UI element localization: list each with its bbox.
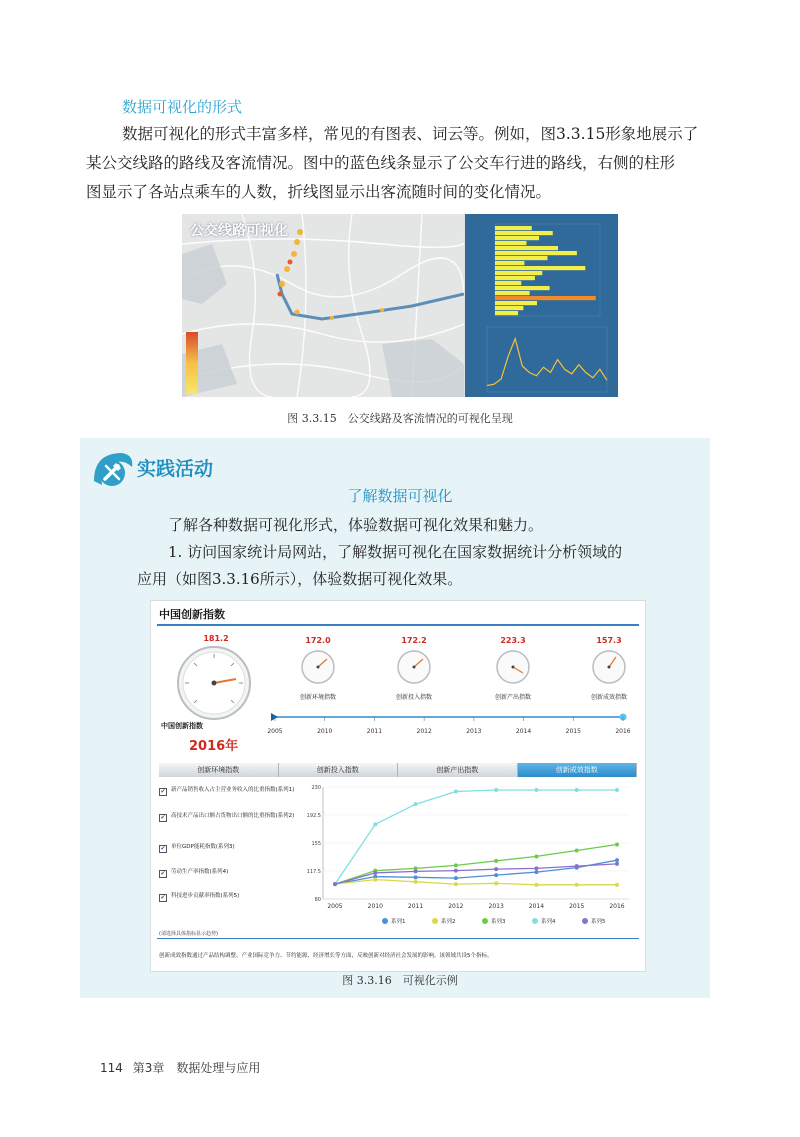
line-chart-frame (487, 327, 607, 392)
hint-divider (157, 938, 639, 939)
series-point (454, 789, 458, 793)
ridership-panel (465, 214, 618, 397)
series-option-label: 单位GDP能耗指数(系列3) (171, 844, 235, 850)
output-gauge (495, 649, 531, 685)
timeline-year-label: 2010 (317, 728, 333, 735)
y-tick-label: 80 (314, 897, 321, 903)
activity-intro: 了解各种数据可视化形式，体验数据可视化效果和魅力。 (168, 516, 544, 534)
main-gauge-label: 中国创新指数 (161, 722, 203, 730)
checkbox-checked-icon[interactable]: ✔ (160, 870, 166, 877)
legend-marker (482, 918, 488, 924)
effect-gauge (591, 649, 627, 685)
station-bar (495, 226, 532, 230)
tab-output[interactable]: 创新产出指数 (398, 763, 518, 777)
year-timeline-slider[interactable] (261, 711, 631, 747)
series-point (534, 870, 538, 874)
map-title: 公交线路可视化 (190, 223, 288, 239)
gauge-value-output: 223.3 (500, 636, 526, 645)
series-point (373, 822, 377, 826)
station-bar (495, 261, 524, 265)
legend-marker (582, 918, 588, 924)
selection-hint: (请选择具体指标显示趋势) (159, 931, 218, 937)
legend-label: 系列2 (441, 919, 456, 925)
innovation-effect-line-chart (301, 781, 641, 931)
series-line (335, 845, 617, 885)
ridership-charts (465, 214, 618, 397)
x-tick-label: 2012 (448, 903, 464, 910)
series-point (333, 882, 337, 886)
legend-marker (432, 918, 438, 924)
checkbox-checked-icon[interactable]: ✔ (160, 788, 166, 795)
station-bar (495, 236, 539, 240)
timeline-year-label: 2005 (267, 728, 283, 735)
activity-item-1-line-2: 应用（如图3.3.16所示），体验数据可视化效果。 (137, 570, 463, 588)
main-gauge (176, 645, 252, 721)
activity-item-1-line-1: 1. 访问国家统计局网站，了解数据可视化在国家数据统计分析领域的 (168, 543, 623, 561)
innovation-index-title: 中国创新指数 (159, 608, 225, 621)
gauge-label-environment: 创新环境指数 (299, 694, 336, 701)
series-line (335, 864, 617, 884)
tab-effect[interactable]: 创新成效指数 (518, 763, 638, 777)
x-tick-label: 2014 (528, 903, 545, 910)
activity-title: 实践活动 (137, 458, 214, 480)
activity-subtitle: 了解数据可视化 (347, 487, 453, 505)
y-tick-label: 230 (311, 785, 321, 791)
paragraph-line-3: 图显示了各站点乘车的人数，折线图显示出客流随时间的变化情况。 (86, 183, 552, 201)
checkbox-checked-icon[interactable]: ✔ (160, 894, 166, 901)
series-line (335, 880, 617, 885)
gauge-value-input: 172.2 (401, 636, 427, 645)
series-option-label: 新产品销售收入占主营业务收入的比重指数(系列1) (171, 787, 295, 793)
play-icon (271, 713, 278, 721)
series-point (615, 858, 619, 862)
input-gauge (396, 649, 432, 685)
station-bar (495, 276, 535, 280)
station-bar (495, 241, 527, 245)
figure-2-footnote: 创新成效指数通过产品结构调整、产业国际竞争力、节约能源、经济增长等方面，反映创新对经济社会发展的影响。该领域共设5个指标。 (159, 953, 493, 959)
paragraph-line-1: 数据可视化的形式丰富多样，常见的有图表、词云等。例如，图3.3.15形象地展示了 (122, 125, 699, 143)
series-point (494, 867, 498, 871)
station-bar (495, 256, 548, 260)
station-bar (495, 281, 521, 285)
station-bar (495, 306, 523, 310)
station-bar (495, 246, 558, 250)
gauge-label-output: 创新产出指数 (494, 694, 531, 701)
y-tick-label: 117.5 (306, 869, 321, 875)
series-point (575, 864, 579, 868)
series-point (494, 873, 498, 877)
series-point (534, 854, 538, 858)
y-tick-label: 192.5 (306, 813, 321, 819)
x-tick-label: 2011 (407, 903, 424, 910)
series-point (373, 878, 377, 882)
figure-1-caption: 图 3.3.15 公交线路及客流情况的可视化呈现 (287, 412, 513, 425)
series-point (615, 788, 619, 792)
legend-marker (382, 918, 388, 924)
page-footer (100, 1059, 260, 1076)
series-point (494, 788, 498, 792)
series-point (414, 880, 418, 884)
series-point (615, 883, 619, 887)
chapter-title: 第3章 数据处理与应用 (132, 1061, 261, 1075)
series-option-label: 科技进步贡献率指数(系列5) (171, 893, 240, 899)
series-point (454, 869, 458, 873)
series-point (615, 842, 619, 846)
legend-label: 系列1 (391, 919, 406, 925)
series-point (575, 788, 579, 792)
gauge-value-environment: 172.0 (305, 636, 331, 645)
paragraph-line-2: 某公交线路的路线及客流情况。图中的蓝色线条显示了公交车行进的路线，右侧的柱形 (86, 154, 676, 172)
series-point (494, 859, 498, 863)
checkbox-checked-icon[interactable]: ✔ (160, 814, 166, 821)
series-point (373, 871, 377, 875)
series-option-label: 高技术产品出口额占货物出口额的比重指数(系列2) (171, 813, 295, 819)
checkbox-checked-icon[interactable]: ✔ (160, 845, 166, 852)
series-point (414, 869, 418, 873)
color-legend (186, 332, 198, 394)
series-point (534, 883, 538, 887)
x-tick-label: 2016 (609, 903, 625, 910)
series-point (454, 882, 458, 886)
series-point (454, 876, 458, 880)
selected-year: 2016年 (189, 739, 239, 754)
timeline-year-label: 2014 (515, 728, 532, 735)
station-bar (495, 231, 553, 235)
title-divider (157, 624, 639, 626)
timeline-year-label: 2015 (565, 728, 581, 735)
flow-line (487, 339, 607, 386)
intro-paragraph (86, 120, 722, 207)
gauge-value-main: 181.2 (203, 634, 229, 643)
series-point (454, 863, 458, 867)
legend-label: 系列3 (491, 919, 506, 925)
route-map-drawing (182, 214, 464, 397)
section-title: 数据可视化的形式 (122, 98, 243, 116)
station-bar (495, 291, 530, 295)
tab-input[interactable]: 创新投入指数 (279, 763, 399, 777)
gauge-label-effect: 创新成效指数 (590, 694, 627, 701)
figure-2-caption: 图 3.3.16 可视化示例 (342, 974, 458, 987)
series-point (414, 875, 418, 879)
station-bar (495, 266, 585, 270)
station-bar (495, 311, 518, 315)
timeline-year-label: 2012 (416, 728, 432, 735)
gauge-value-effect: 157.3 (596, 636, 622, 645)
timeline-year-label: 2013 (466, 728, 482, 735)
legend-marker (532, 918, 538, 924)
bus-route-figure (182, 214, 618, 397)
series-point (534, 788, 538, 792)
innovation-index-figure (150, 600, 646, 972)
legend-label: 系列4 (541, 919, 556, 925)
station-bar (495, 286, 550, 290)
page-number: 114 (100, 1061, 123, 1075)
x-tick-label: 2013 (488, 903, 504, 910)
x-tick-label: 2015 (569, 903, 585, 910)
environment-gauge (300, 649, 336, 685)
station-bar (495, 271, 542, 275)
x-tick-label: 2010 (367, 903, 383, 910)
series-point (575, 848, 579, 852)
tab-environment[interactable]: 创新环境指数 (159, 763, 279, 777)
series-point (575, 883, 579, 887)
timeline-year-label: 2016 (615, 728, 631, 735)
route-map (182, 214, 464, 397)
x-tick-label: 2005 (327, 903, 343, 910)
station-bar (495, 296, 596, 300)
timeline-year-label: 2011 (366, 728, 383, 735)
series-point (494, 881, 498, 885)
series-point (534, 866, 538, 870)
legend-label: 系列5 (591, 919, 606, 925)
y-tick-label: 155 (311, 841, 321, 847)
series-point (615, 862, 619, 866)
series-option-label: 劳动生产率指数(系列4) (171, 869, 229, 875)
series-point (414, 802, 418, 806)
station-bar (495, 251, 577, 255)
index-tabs (159, 763, 637, 777)
station-bar (495, 301, 537, 305)
gauge-label-input: 创新投入指数 (395, 694, 432, 701)
